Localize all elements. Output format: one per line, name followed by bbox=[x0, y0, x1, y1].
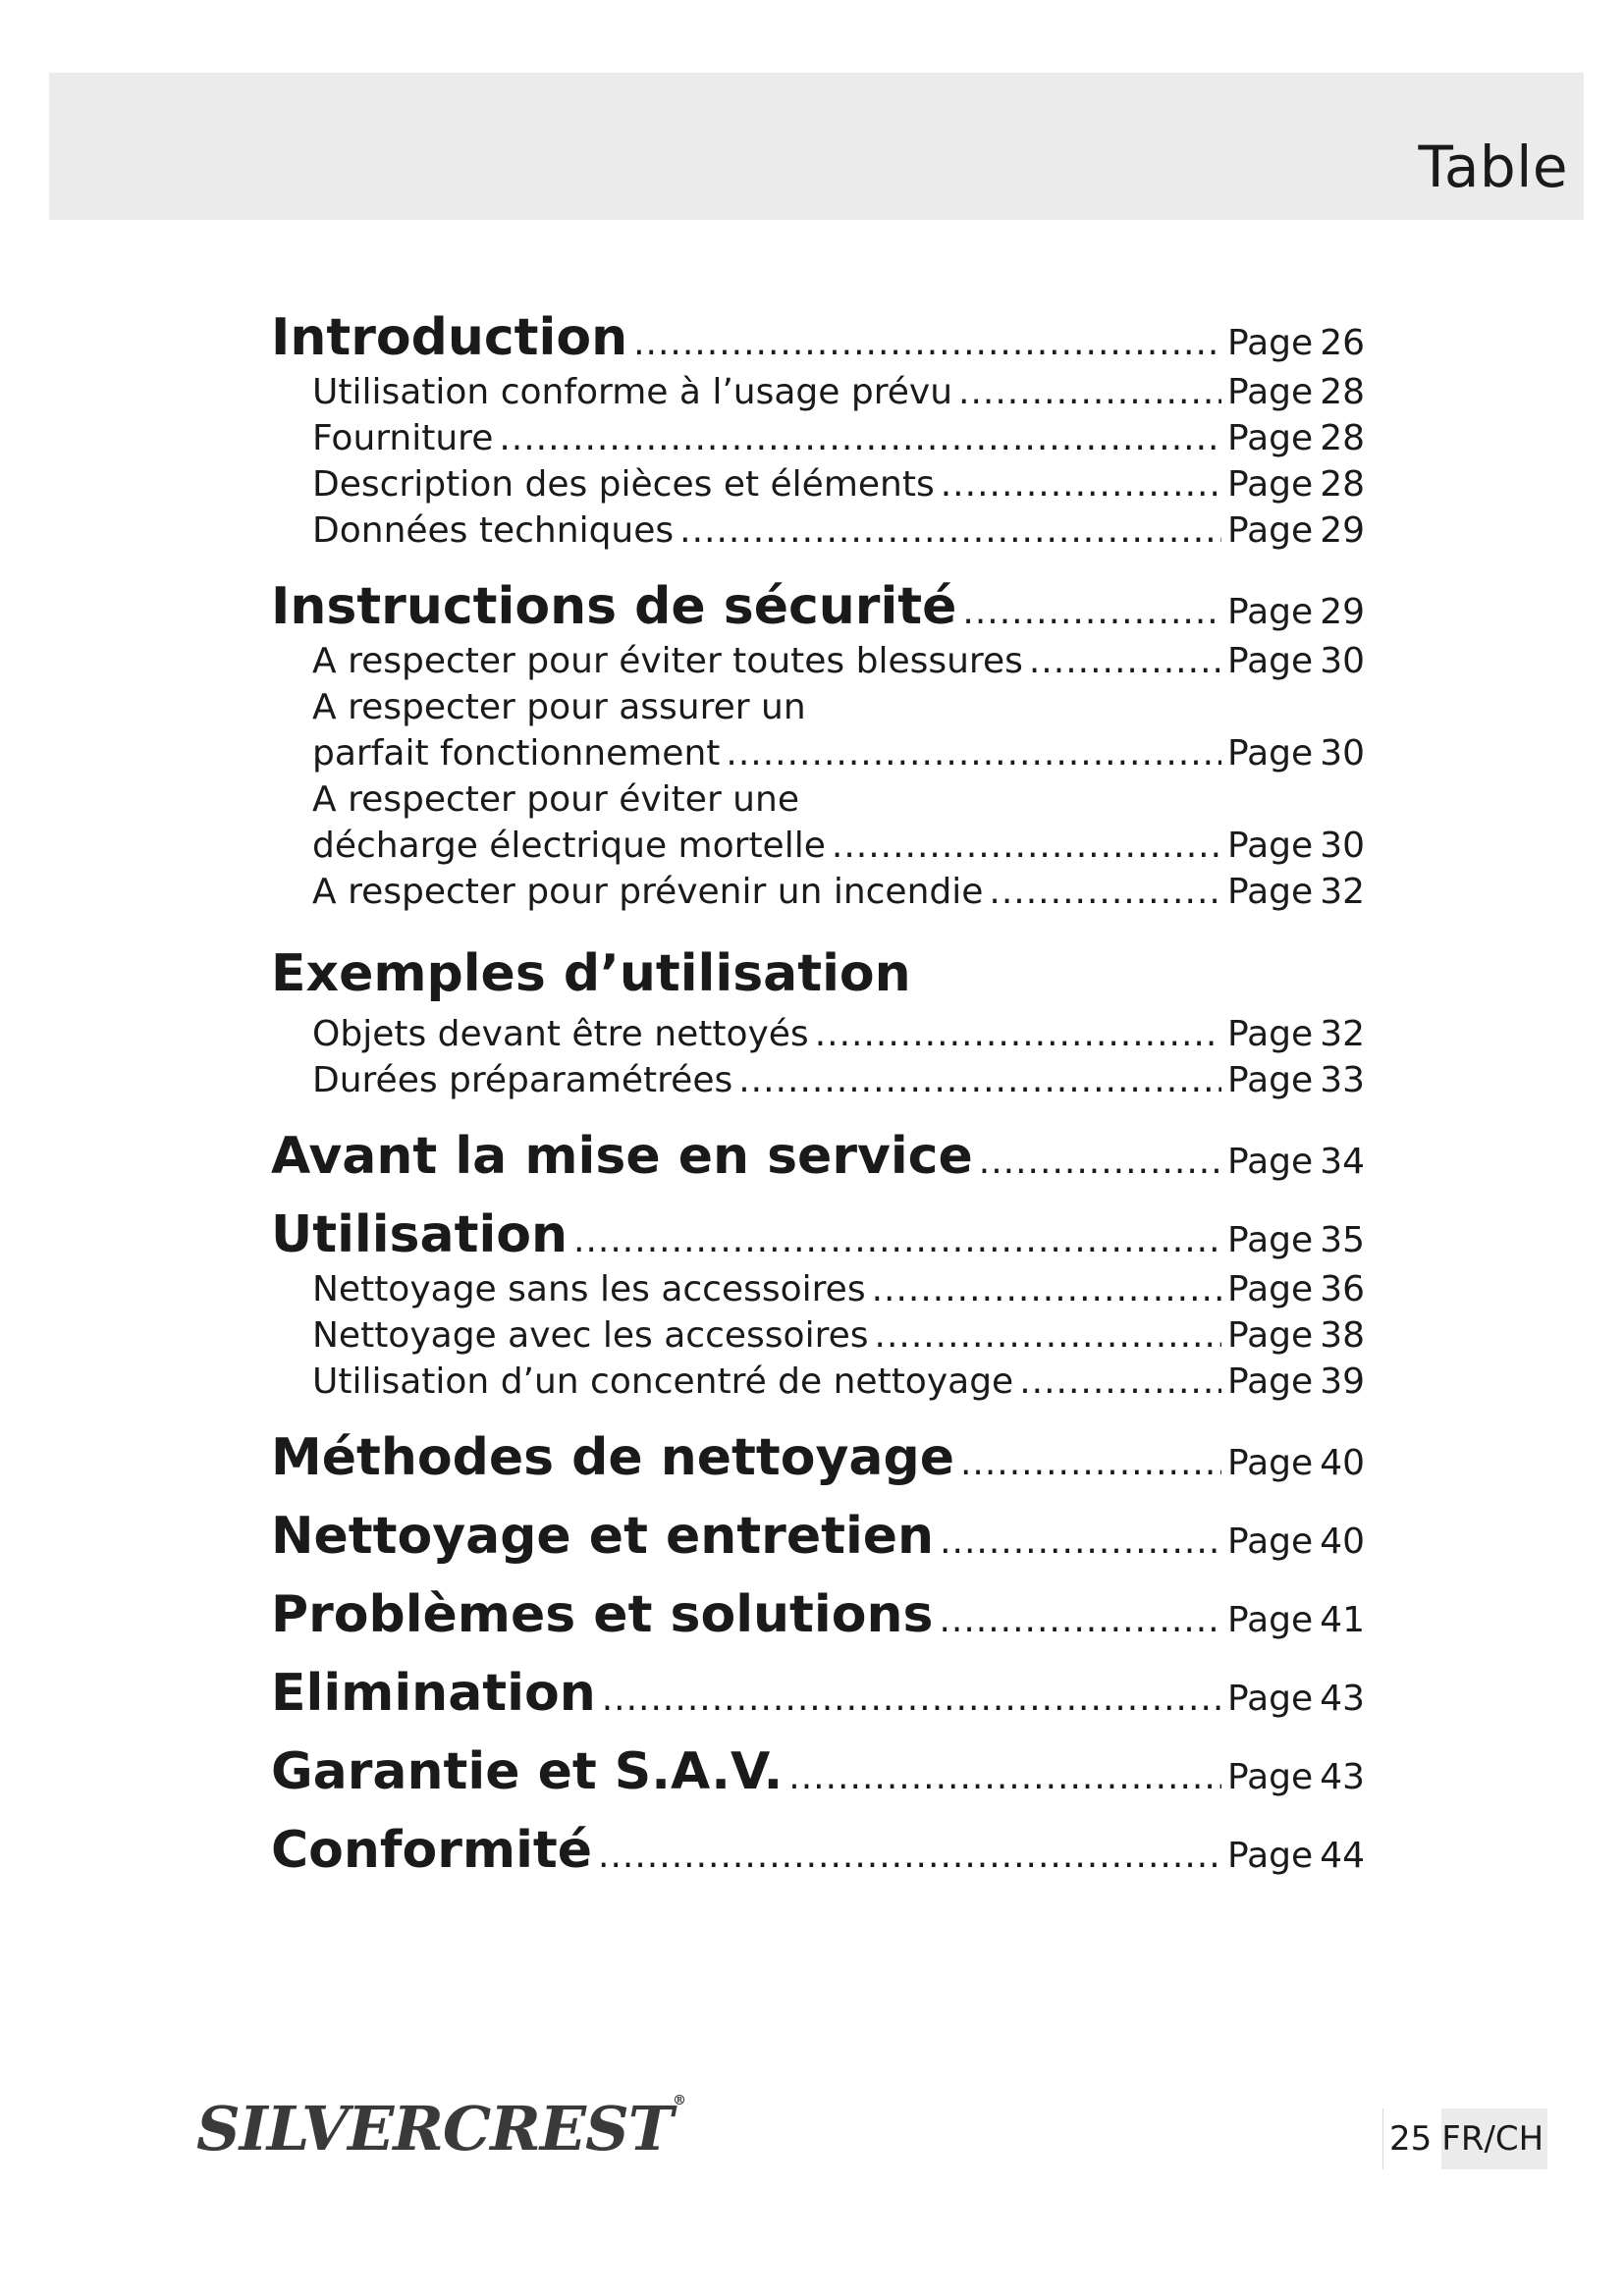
toc-entry bbox=[271, 1664, 1365, 1723]
toc-entry-title: Problèmes et solutions bbox=[271, 1585, 934, 1644]
toc-subentry bbox=[271, 823, 1365, 869]
toc-page-label: Page bbox=[1227, 463, 1314, 505]
toc-entry-title: Utilisation bbox=[271, 1205, 568, 1264]
toc-page-number: 40 bbox=[1320, 1443, 1365, 1483]
toc-page-label: Page bbox=[1227, 1013, 1314, 1054]
toc-leader-dots bbox=[598, 1839, 1221, 1874]
toc-subentry bbox=[271, 1359, 1365, 1405]
brand-logo-text: SILVERCREST bbox=[196, 2093, 673, 2164]
toc-leader-dots bbox=[939, 1603, 1221, 1638]
toc-subentry bbox=[271, 869, 1365, 915]
toc-leader-dots bbox=[875, 1318, 1222, 1354]
toc-page-number: 40 bbox=[1320, 1522, 1365, 1562]
toc-subentry bbox=[271, 415, 1365, 461]
brand-logo: SILVERCREST® bbox=[196, 2093, 685, 2164]
toc-page-label: Page bbox=[1227, 509, 1314, 551]
toc-entry-title: Elimination bbox=[271, 1664, 596, 1723]
toc-leader-dots bbox=[679, 513, 1221, 549]
toc-entry-title: Description des pièces et éléments bbox=[312, 463, 935, 505]
toc-page-number: 26 bbox=[1320, 323, 1365, 363]
toc-entry-title: Durées préparamétrées bbox=[312, 1059, 733, 1100]
page-title: Table bbox=[1418, 133, 1568, 200]
toc-entry bbox=[271, 1821, 1365, 1880]
toc-page-number: 36 bbox=[1320, 1268, 1365, 1309]
toc-leader-dots bbox=[958, 375, 1221, 410]
toc-leader-dots bbox=[633, 326, 1221, 361]
toc-page-label: Page bbox=[1227, 592, 1314, 632]
toc-page-label: Page bbox=[1227, 825, 1314, 866]
toc-page-number: 30 bbox=[1320, 640, 1365, 681]
toc-page-number: 32 bbox=[1320, 871, 1365, 912]
toc-page-label: Page bbox=[1227, 1361, 1314, 1402]
toc-subentry bbox=[271, 1266, 1365, 1312]
toc-entry-title: Utilisation conforme à l’usage prévu bbox=[312, 371, 953, 412]
toc-entry-title: Fourniture bbox=[312, 417, 494, 458]
toc-entry-title: Instructions de sécurité bbox=[271, 577, 957, 636]
toc-entry bbox=[271, 1585, 1365, 1644]
toc-page-label: Page bbox=[1227, 1220, 1314, 1260]
toc-page-label: Page bbox=[1227, 1314, 1314, 1356]
toc-entry bbox=[271, 1507, 1365, 1566]
toc-page-number: 30 bbox=[1320, 825, 1365, 866]
toc-page-label: Page bbox=[1227, 371, 1314, 412]
toc-page-number: 38 bbox=[1320, 1314, 1365, 1356]
toc-leader-dots bbox=[1019, 1364, 1221, 1400]
toc-entry-title: Nettoyage avec les accessoires bbox=[312, 1314, 869, 1356]
toc-entry bbox=[271, 308, 1365, 367]
toc-page-number: 28 bbox=[1320, 417, 1365, 458]
toc-page-label: Page bbox=[1227, 1268, 1314, 1309]
toc-subentry bbox=[271, 1312, 1365, 1359]
toc-subentry bbox=[271, 507, 1365, 554]
toc-entry bbox=[271, 1205, 1365, 1264]
toc-leader-dots bbox=[989, 875, 1221, 910]
toc-section-heading: Exemples d’utilisation bbox=[271, 944, 911, 1003]
toc-page-label: Page bbox=[1227, 1059, 1314, 1100]
toc-subentry-line: A respecter pour assurer un bbox=[312, 687, 806, 727]
toc-page-number: 34 bbox=[1320, 1142, 1365, 1182]
toc-page-number: 29 bbox=[1320, 509, 1365, 551]
toc-leader-dots bbox=[738, 1063, 1221, 1098]
toc-page-label: Page bbox=[1227, 1600, 1314, 1640]
toc-subentry-line: A respecter pour éviter une bbox=[312, 779, 799, 820]
toc-leader-dots bbox=[499, 421, 1221, 456]
toc-page-label: Page bbox=[1227, 1522, 1314, 1562]
toc-page-label: Page bbox=[1227, 1443, 1314, 1483]
toc-leader-dots bbox=[979, 1145, 1221, 1180]
toc-page-label: Page bbox=[1227, 732, 1314, 774]
toc-page-number: 33 bbox=[1320, 1059, 1365, 1100]
toc-page-number: 44 bbox=[1320, 1836, 1365, 1876]
toc-entry-title: Avant la mise en service bbox=[271, 1127, 973, 1186]
toc-leader-dots bbox=[960, 1446, 1221, 1481]
toc-page-number: 39 bbox=[1320, 1361, 1365, 1402]
toc-subentry bbox=[271, 1011, 1365, 1057]
toc-leader-dots bbox=[1029, 644, 1221, 679]
toc-leader-dots bbox=[788, 1760, 1221, 1795]
toc-page-label: Page bbox=[1227, 1679, 1314, 1719]
toc-entry-title: A respecter pour prévenir un incendie bbox=[312, 871, 984, 912]
toc-page-number: 28 bbox=[1320, 463, 1365, 505]
toc-entry bbox=[271, 577, 1365, 636]
toc-leader-dots bbox=[962, 595, 1221, 630]
toc-entry-title: Nettoyage sans les accessoires bbox=[312, 1268, 866, 1309]
toc-entry bbox=[271, 1742, 1365, 1801]
toc-page-label: Page bbox=[1227, 1142, 1314, 1182]
toc-entry-title: Données techniques bbox=[312, 509, 675, 551]
toc-leader-dots bbox=[872, 1272, 1221, 1308]
toc-page-label: Page bbox=[1227, 640, 1314, 681]
toc-subentry bbox=[271, 1057, 1365, 1103]
toc-page-number: 43 bbox=[1320, 1757, 1365, 1797]
page-number: 25 bbox=[1389, 2119, 1433, 2159]
page-footer bbox=[1382, 2109, 1547, 2169]
toc-leader-dots bbox=[726, 736, 1221, 772]
toc-entry-title: Objets devant être nettoyés bbox=[312, 1013, 809, 1054]
toc-page-number: 28 bbox=[1320, 371, 1365, 412]
toc-entry-title: Nettoyage et entretien bbox=[271, 1507, 935, 1566]
toc-entry-title: Garantie et S.A.V. bbox=[271, 1742, 784, 1801]
toc-leader-dots bbox=[832, 828, 1221, 864]
toc-entry-title: parfait fonctionnement bbox=[312, 732, 721, 774]
toc-page-number: 32 bbox=[1320, 1013, 1365, 1054]
toc-page-label: Page bbox=[1227, 1836, 1314, 1876]
toc-leader-dots bbox=[815, 1017, 1221, 1052]
toc-entry-title: A respecter pour éviter toutes blessures bbox=[312, 640, 1023, 681]
toc-page-label: Page bbox=[1227, 323, 1314, 363]
toc-page-number: 43 bbox=[1320, 1679, 1365, 1719]
header-band bbox=[49, 73, 1584, 220]
toc-page-number: 29 bbox=[1320, 592, 1365, 632]
toc-subentry bbox=[271, 730, 1365, 776]
toc-leader-dots bbox=[941, 467, 1221, 503]
toc-page-number: 30 bbox=[1320, 732, 1365, 774]
toc-page-label: Page bbox=[1227, 1757, 1314, 1797]
toc-entry-title: Conformité bbox=[271, 1821, 593, 1880]
toc-leader-dots bbox=[602, 1682, 1221, 1717]
toc-leader-dots bbox=[573, 1223, 1221, 1258]
toc-subentry bbox=[271, 461, 1365, 507]
toc-page-number: 41 bbox=[1320, 1600, 1365, 1640]
toc-entry-title: décharge électrique mortelle bbox=[312, 825, 826, 866]
toc-entry bbox=[271, 1127, 1365, 1186]
toc-entry bbox=[271, 1428, 1365, 1487]
toc-page-label: Page bbox=[1227, 871, 1314, 912]
toc-entry-title: Introduction bbox=[271, 308, 628, 367]
toc-entry-title: Méthodes de nettoyage bbox=[271, 1428, 954, 1487]
language-code: FR/CH bbox=[1441, 2109, 1547, 2169]
toc-page-label: Page bbox=[1227, 417, 1314, 458]
toc-subentry bbox=[271, 369, 1365, 415]
toc-entry-title: Utilisation d’un concentré de nettoyage bbox=[312, 1361, 1014, 1402]
toc-page-number: 35 bbox=[1320, 1220, 1365, 1260]
table-of-contents bbox=[271, 308, 1365, 1882]
toc-leader-dots bbox=[940, 1524, 1221, 1560]
toc-subentry bbox=[271, 638, 1365, 684]
